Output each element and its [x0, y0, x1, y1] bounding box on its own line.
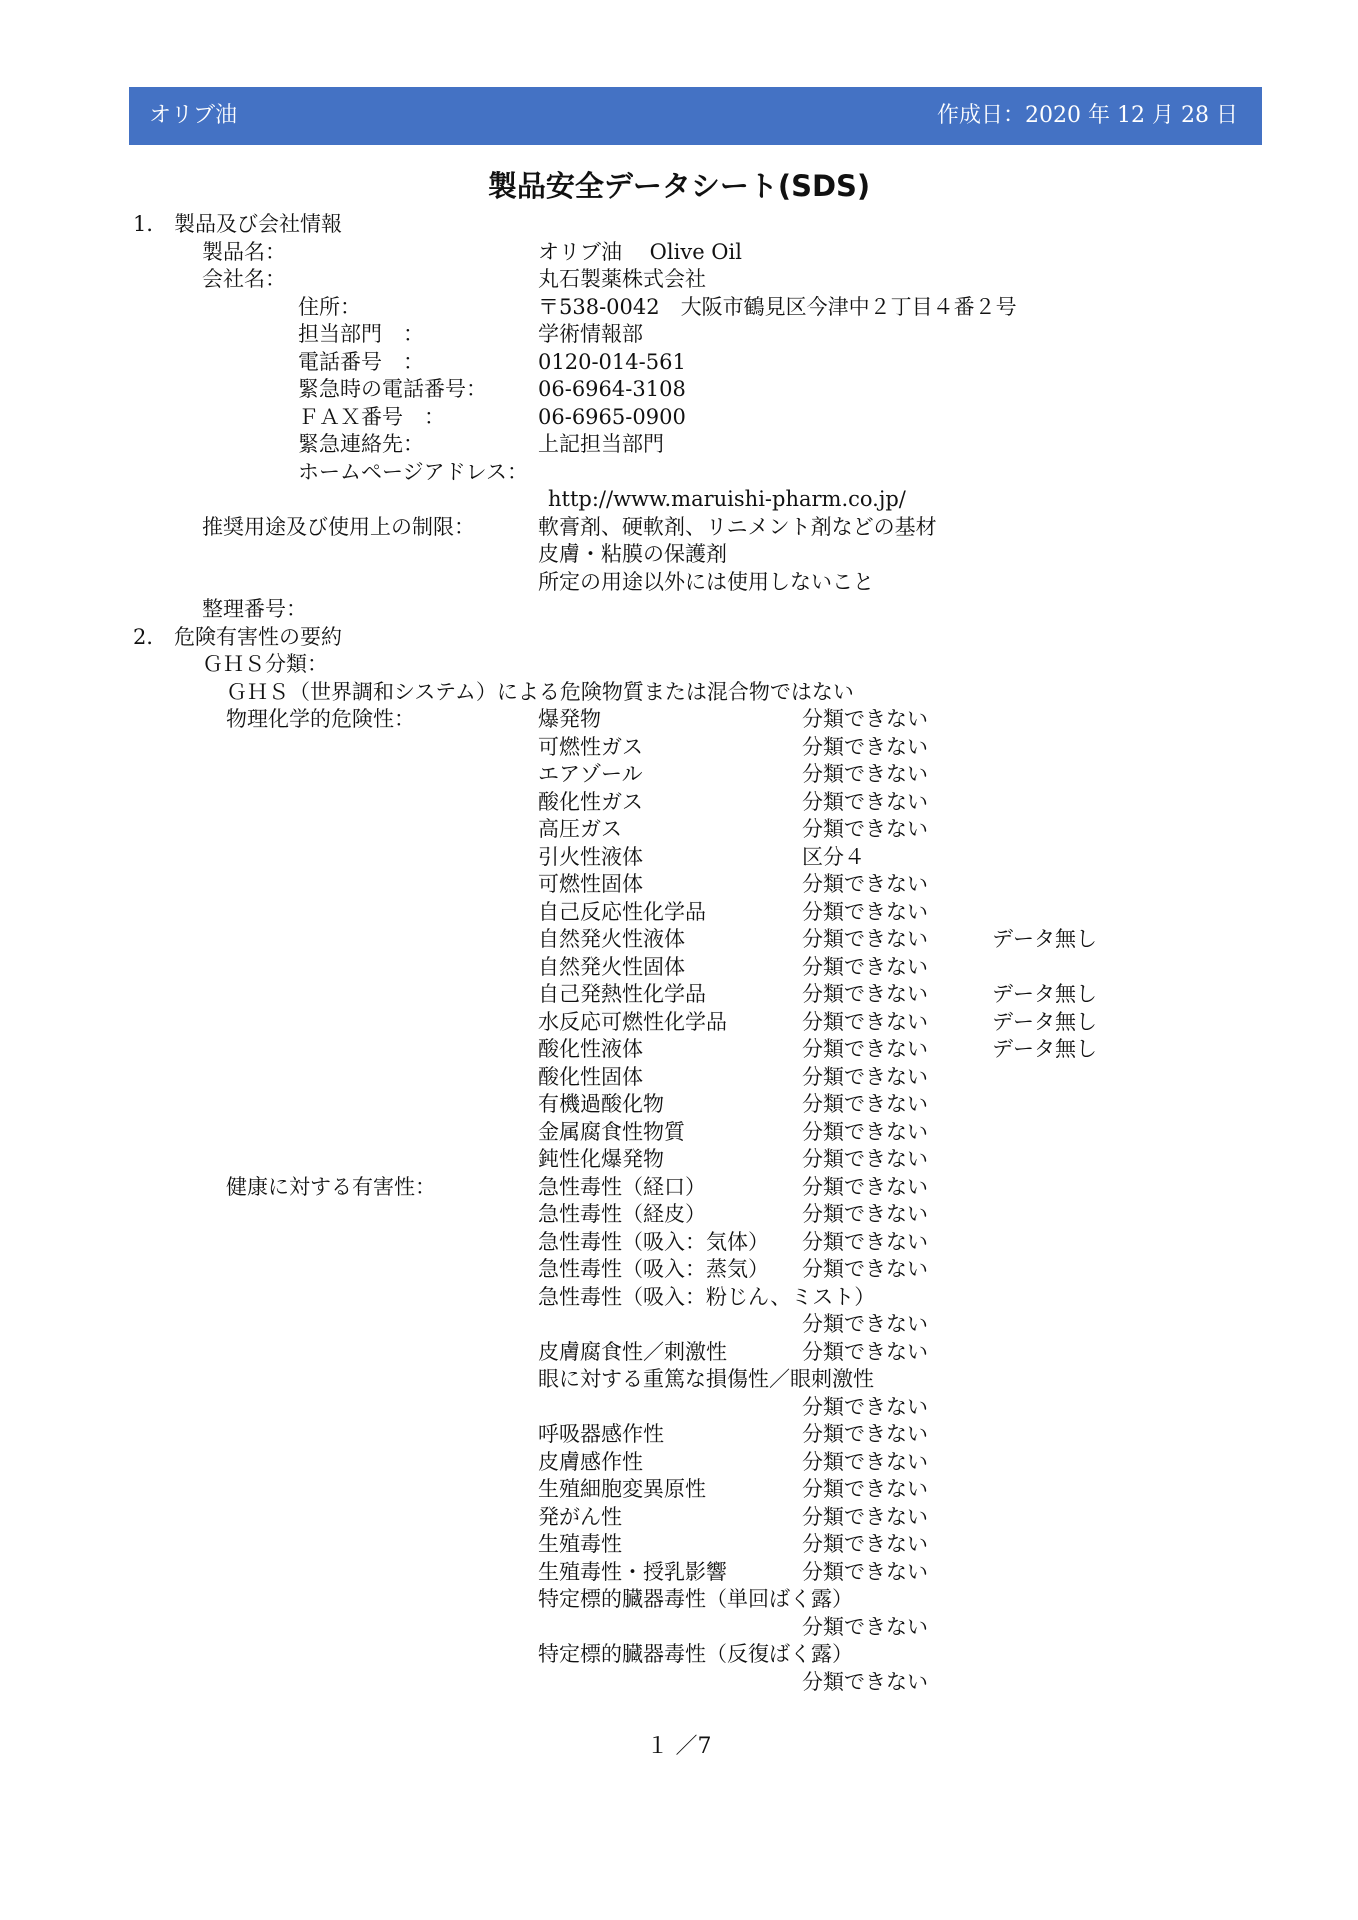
document-line: データ無し: [992, 1037, 1097, 1061]
document-line: 分類できない: [802, 1010, 928, 1034]
document-line: 分類できない: [802, 735, 928, 759]
document-line: 分類できない: [802, 1092, 928, 1116]
document-line: 生殖毒性: [538, 1532, 622, 1556]
document-line: 可燃性固体: [538, 872, 643, 896]
document-line: 自然発火性液体: [538, 927, 685, 951]
document-line: 分類できない: [802, 982, 928, 1006]
document-line: 2． 危険有害性の要約: [133, 625, 343, 649]
document-line: 急性毒性（吸入：粉じん、ミスト）: [538, 1285, 876, 1309]
document-line: 特定標的臓器毒性（単回ばく露）: [538, 1587, 853, 1611]
document-line: 分類できない: [802, 872, 928, 896]
document-line: 分類できない: [802, 790, 928, 814]
document-line: エアゾール: [538, 762, 643, 786]
document-line: 分類できない: [802, 707, 928, 731]
document-line: 水反応可燃性化学品: [538, 1010, 727, 1034]
document-line: 呼吸器感作性: [538, 1422, 664, 1446]
document-line: 急性毒性（吸入：気体）: [538, 1230, 769, 1254]
document-line: 分類できない: [802, 1422, 928, 1446]
document-line: ＦＡＸ番号 ：: [298, 405, 445, 429]
document-line: 健康に対する有害性：: [226, 1175, 436, 1199]
document-line: 爆発物: [538, 707, 601, 731]
document-line: 皮膚感作性: [538, 1450, 643, 1474]
document-line: 学術情報部: [538, 322, 643, 346]
document-line: 分類できない: [802, 900, 928, 924]
document-line: 発がん性: [538, 1505, 622, 1529]
document-line: 物理化学的危険性：: [226, 707, 415, 731]
document-line: 住所：: [298, 295, 361, 319]
document-line: 生殖細胞変異原性: [538, 1477, 706, 1501]
document-line: 緊急連絡先：: [298, 432, 424, 456]
document-line: データ無し: [992, 1010, 1097, 1034]
document-line: 自然発火性固体: [538, 955, 685, 979]
document-line: 担当部門 ：: [298, 322, 424, 346]
header-product-name: オリブ油: [149, 103, 238, 128]
page-number: １ ／7: [646, 1734, 712, 1759]
document-line: 皮膚腐食性／刺激性: [538, 1340, 727, 1364]
document-line: 電話番号 ：: [298, 350, 424, 374]
document-line: 分類できない: [802, 1505, 928, 1529]
document-line: 分類できない: [802, 927, 928, 951]
document-line: ＧＨＳ（世界調和システム）による危険物質または混合物ではない: [226, 680, 854, 704]
document-line: 分類できない: [802, 1312, 928, 1336]
document-line: 分類できない: [802, 1560, 928, 1584]
document-line: 会社名：: [202, 267, 286, 291]
document-line: 皮膚・粘膜の保護剤: [538, 542, 727, 566]
document-line: 眼に対する重篤な損傷性／眼刺激性: [538, 1367, 874, 1391]
document-line: 丸石製薬株式会社: [538, 267, 706, 291]
document-line: 分類できない: [802, 1257, 928, 1281]
document-title: 製品安全データシート(SDS): [487, 169, 871, 203]
document-line: 推奨用途及び使用上の制限：: [202, 515, 475, 539]
document-line: 鈍性化爆発物: [538, 1147, 664, 1171]
document-line: 製品名：: [202, 240, 286, 264]
document-line: 自己反応性化学品: [538, 900, 706, 924]
document-line: 分類できない: [802, 1065, 928, 1089]
document-line: 高圧ガス: [538, 817, 622, 841]
document-line: 分類できない: [802, 1395, 928, 1419]
document-line: 分類できない: [802, 1532, 928, 1556]
document-line: 急性毒性（吸入：蒸気）: [538, 1257, 769, 1281]
document-line: 分類できない: [802, 1340, 928, 1364]
document-line: 急性毒性（経口）: [538, 1175, 706, 1199]
document-line: 自己発熱性化学品: [538, 982, 706, 1006]
document-line: 急性毒性（経皮）: [538, 1202, 706, 1226]
document-line: 分類できない: [802, 1037, 928, 1061]
document-line: 分類できない: [802, 955, 928, 979]
document-line: データ無し: [992, 982, 1097, 1006]
document-line: 酸化性ガス: [538, 790, 643, 814]
document-line: 分類できない: [802, 1670, 928, 1694]
document-line: 分類できない: [802, 1477, 928, 1501]
document-line: 可燃性ガス: [538, 735, 643, 759]
document-line: 06-6965-0900: [538, 405, 686, 429]
document-line: 緊急時の電話番号：: [298, 377, 487, 401]
document-line: ホームページアドレス：: [298, 460, 528, 484]
document-line: 〒538-0042 大阪市鶴見区今津中２丁目４番２号: [538, 295, 1017, 319]
document-line: 酸化性固体: [538, 1065, 643, 1089]
header-created-date: 作成日：2020 年 12 月 28 日: [937, 103, 1238, 128]
document-line: 区分４: [802, 845, 865, 869]
document-line: 分類できない: [802, 1175, 928, 1199]
document-line: 生殖毒性・授乳影響: [538, 1560, 727, 1584]
document-line: 所定の用途以外には使用しないこと: [538, 570, 874, 594]
document-line: ＧＨＳ分類：: [202, 652, 328, 676]
document-line: http://www.maruishi-pharm.co.jp/: [548, 487, 906, 511]
document-line: 分類できない: [802, 1230, 928, 1254]
document-line: 整理番号：: [202, 597, 307, 621]
document-line: 軟膏剤、硬軟剤、リニメント剤などの基材: [538, 515, 937, 539]
document-line: 分類できない: [802, 1615, 928, 1639]
document-line: 分類できない: [802, 1147, 928, 1171]
document-line: 金属腐食性物質: [538, 1120, 685, 1144]
document-line: 分類できない: [802, 817, 928, 841]
document-line: 分類できない: [802, 1202, 928, 1226]
document-line: 酸化性液体: [538, 1037, 643, 1061]
document-line: データ無し: [992, 927, 1097, 951]
document-line: 特定標的臓器毒性（反復ばく露）: [538, 1642, 853, 1666]
document-line: 06-6964-3108: [538, 377, 686, 401]
document-line: 引火性液体: [538, 845, 643, 869]
document-line: オリブ油 Olive Oil: [538, 240, 742, 264]
document-line: 分類できない: [802, 1450, 928, 1474]
document-line: 有機過酸化物: [538, 1092, 664, 1116]
document-line: 0120-014-561: [538, 350, 686, 374]
document-line: 上記担当部門: [538, 432, 664, 456]
document-line: 分類できない: [802, 762, 928, 786]
document-line: 1． 製品及び会社情報: [133, 212, 343, 236]
document-line: 分類できない: [802, 1120, 928, 1144]
header-bar: [129, 87, 1262, 145]
